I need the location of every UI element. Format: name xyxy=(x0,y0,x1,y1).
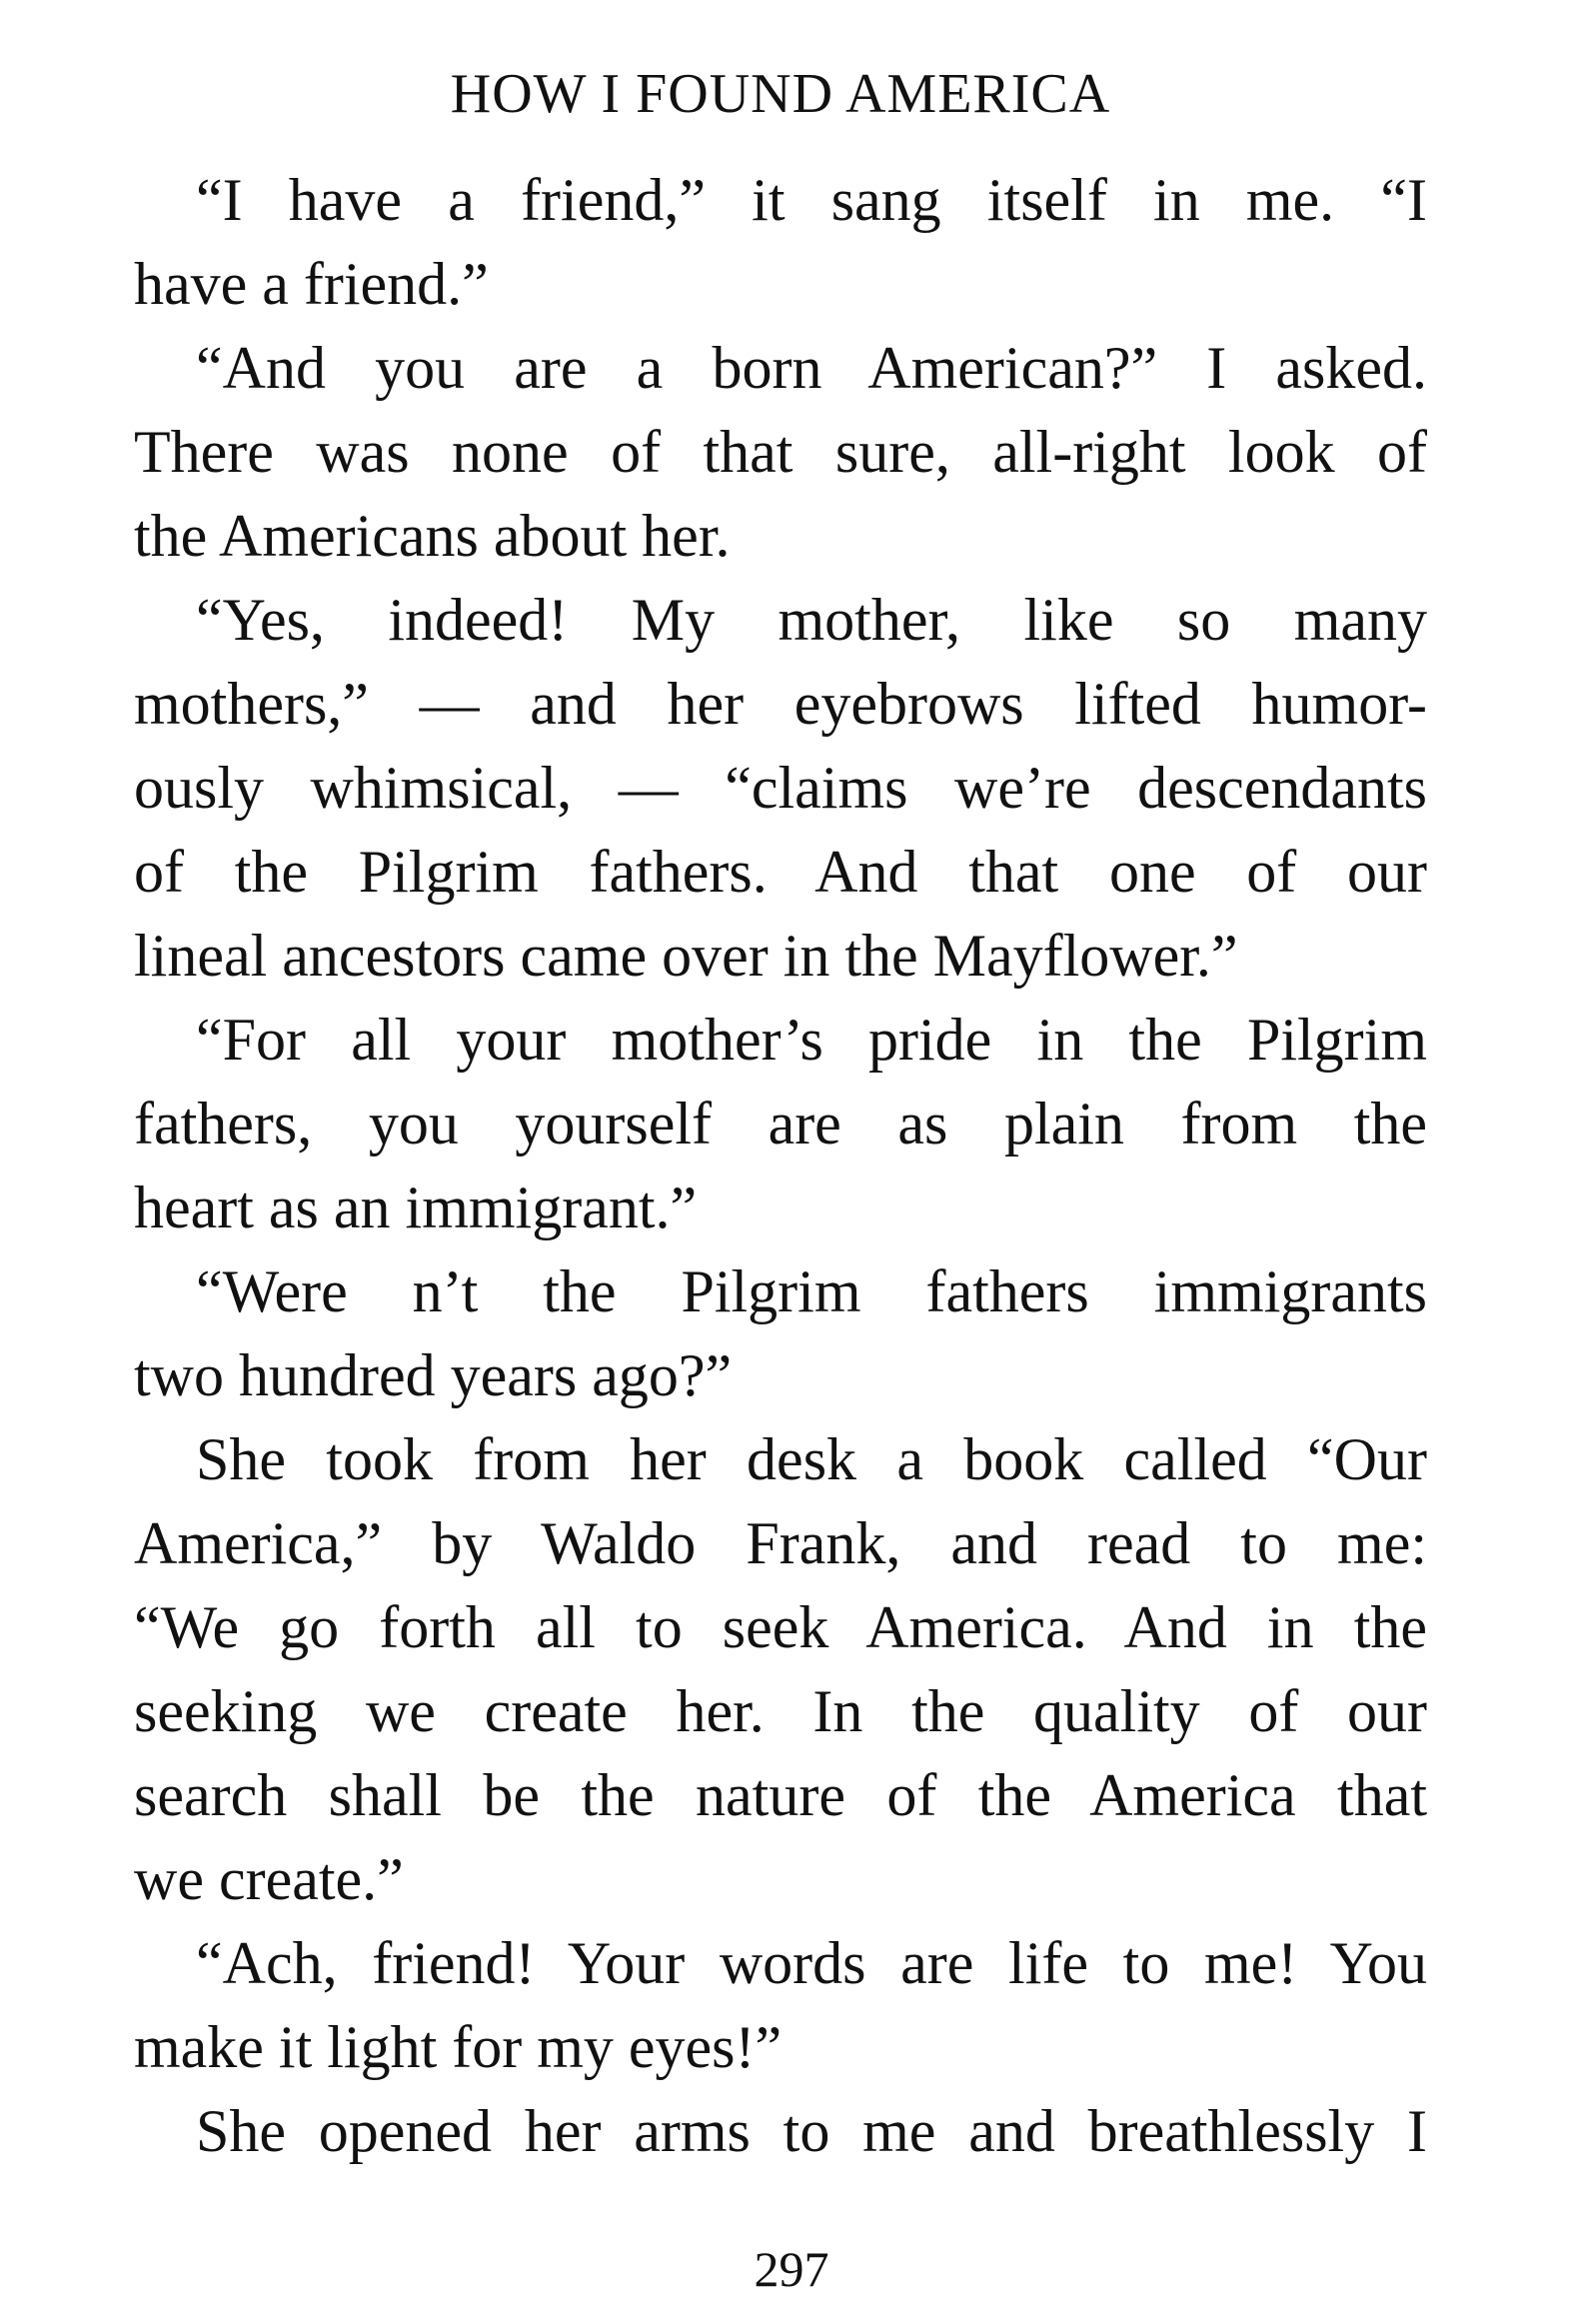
text-line: search shall be the nature of the America that xyxy=(134,1762,1427,1828)
text-line: She took from her desk a book called “Our xyxy=(196,1426,1427,1492)
text-line: “I have a friend,” it sang itself in me. “I xyxy=(196,167,1427,233)
text-line: “Yes, indeed! My mother, like so many xyxy=(196,587,1427,653)
text-line: There was none of that sure, all-right look of xyxy=(134,419,1427,485)
text-line: ously whimsical, — “claims we’re descendants xyxy=(134,755,1427,821)
text-line: “Ach, friend! Your words are life to me! You xyxy=(196,1930,1427,1996)
text-line: “We go forth all to seek America. And in the xyxy=(134,1594,1427,1660)
text-line: two hundred years ago?” xyxy=(134,1342,733,1408)
text-line: America,” by Waldo Frank, and read to me: xyxy=(134,1510,1427,1576)
text-line: make it light for my eyes!” xyxy=(134,2014,783,2080)
text-line: “And you are a born American?” I asked. xyxy=(196,335,1427,401)
text-line: heart as an immigrant.” xyxy=(134,1174,698,1240)
text-line: She opened her arms to me and breathlessly I xyxy=(196,2098,1427,2164)
text-line: seeking we create her. In the quality of our xyxy=(134,1678,1427,1744)
text-line: fathers, you yourself are as plain from the xyxy=(134,1091,1427,1157)
body-text xyxy=(134,158,1427,2173)
text-line: “Were n’t the Pilgrim fathers immigrants xyxy=(196,1258,1427,1324)
text-line: of the Pilgrim fathers. And that one of our xyxy=(134,839,1427,905)
text-line: mothers,” — and her eyebrows lifted humor- xyxy=(134,671,1427,737)
text-line: “For all your mother’s pride in the Pilgrim xyxy=(196,1007,1427,1073)
text-line: we create.” xyxy=(134,1846,404,1912)
page-number: 297 xyxy=(754,2241,829,2297)
text-line: have a friend.” xyxy=(134,251,489,317)
text-line: lineal ancestors came over in the Mayflower.” xyxy=(134,923,1238,989)
running-head: HOW I FOUND AMERICA xyxy=(450,63,1111,125)
text-line: the Americans about her. xyxy=(134,503,731,569)
